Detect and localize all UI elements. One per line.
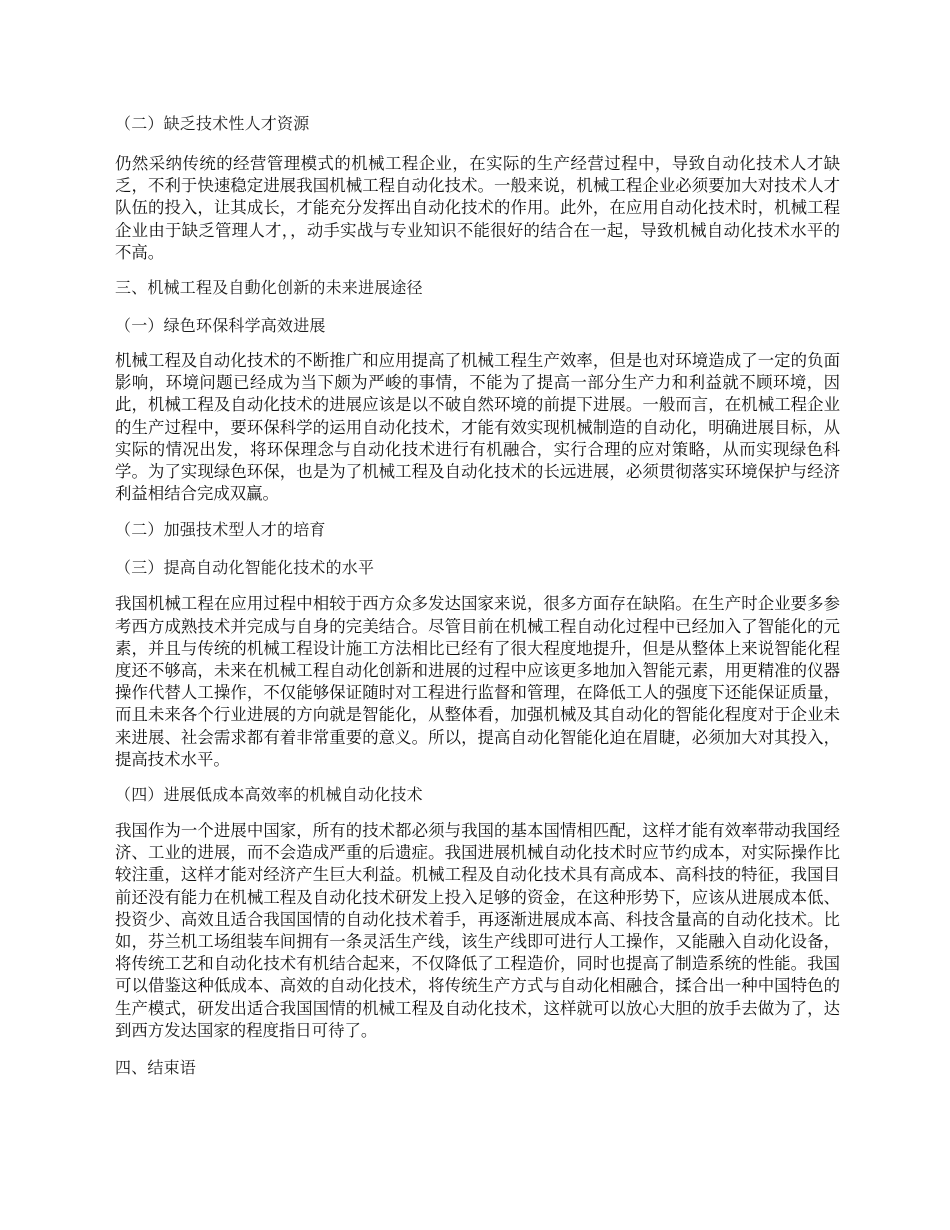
- section-heading-conclusion: 四、结束语: [115, 1058, 197, 1078]
- section-heading-future-paths: 三、机械工程及自動化创新的未来进展途径: [115, 278, 423, 298]
- paragraph-lack-talent: 仍然采纳传统的经营管理模式的机械工程企业，在实际的生产经营过程中，导致自动化技术人才缺乏，不利于快速稳定进展我国机械工程自动化技术。一般来说，机械工程企业必须要加大对技术人才队伍的投入，让其成长，才能充分发挥出自动化技术的作用。此外，在应用自动化技术时，机械工程企业由于缺乏管理人才，，动手实战与专业知识不能很好的结合在一起，导致机械自动化技术水平的不高。: [115, 154, 840, 262]
- section-heading-talent-cultivation: （二）加强技术型人才的培育: [115, 520, 326, 540]
- paragraph-intelligent-automation: 我国机械工程在应用过程中相较于西方众多发达国家来说，很多方面存在缺陷。在生产时企业要多参考西方成熟技术并完成与自身的完美结合。尽管目前在机械工程自动化过程中已经加入了智能化的元素，并且与传统的机械工程设计施工方法相比已经有了很大程度地提升，但是从整体上来说智能化程度还不够高，未来在机械工程自动化创新和进展的过程中应该更多地加入智能元素，用更精准的仪器操作代替人工操作，不仅能够保证随时对工程进行监督和管理，在降低工人的强度下还能保证质量，而且未来各个行业进展的方向就是智能化，从整体看，加强机械及其自动化的智能化程度对于企业未来进展、社会需求都有着非常重要的意义。所以，提高自动化智能化迫在眉睫，必须加大对其投入，提高技术水平。: [115, 594, 840, 769]
- section-heading-intelligent-automation: （三）提高自动化智能化技术的水平: [115, 558, 375, 578]
- section-heading-low-cost-automation: （四）进展低成本高效率的机械自动化技术: [115, 785, 423, 805]
- section-heading-lack-talent: （二）缺乏技术性人才资源: [115, 114, 310, 133]
- document-page: [115, 108, 840, 1080]
- paragraph-low-cost-automation: 我国作为一个进展中国家，所有的技术都必须与我国的基本国情相匹配，这样才能有效率带动我国经济、工业的进展，而不会造成严重的后遗症。我国进展机械自动化技术时应节约成本，对实际操作比较注重，这样才能对经济产生巨大利益。机械工程及自动化技术具有高成本、高科技的特征，我国目前还没有能力在机械工程及自动化技术研发上投入足够的资金，在这种形势下，应该从进展成本低、投资少、高效且适合我国国情的自动化技术着手，再逐渐进展成本高、科技含量高的自动化技术。比如，芬兰机工场组装车间拥有一条灵活生产线，该生产线即可进行人工操作，又能融入自动化设备，将传统工艺和自动化技术有机结合起来，不仅降低了工程造价，同时也提高了制造系统的性能。我国可以借鉴这种低成本、高效的自动化技术，将传统生产方式与自动化相融合，揉合出一种中国特色的生产模式，研发出适合我国国情的机械工程及自动化技术，这样就可以放心大胆的放手去做为了，达到西方发达国家的程度指日可待了。: [115, 821, 840, 1040]
- section-heading-green-development: （一）绿色环保科学高效进展: [115, 316, 326, 336]
- paragraph-green-development: 机械工程及自动化技术的不断推广和应用提高了机械工程生产效率，但是也对环境造成了一定的负面影响，环境问题已经成为当下颇为严峻的事情，不能为了提高一部分生产力和利益就不顾环境，因此，机械工程及自动化技术的进展应该是以不破自然环境的前提下进展。一般而言，在机械工程企业的生产过程中，要环保科学的运用自动化技术，才能有效实现机械制造的自动化，明确进展目标，从实际的情况出发，将环保理念与自动化技术进行有机融合，实行合理的应对策略，从而实现绿色科学。为了实现绿色环保，也是为了机械工程及自动化技术的长远进展，必须贯彻落实环境保护与经济利益相结合完成双赢。: [115, 351, 840, 504]
